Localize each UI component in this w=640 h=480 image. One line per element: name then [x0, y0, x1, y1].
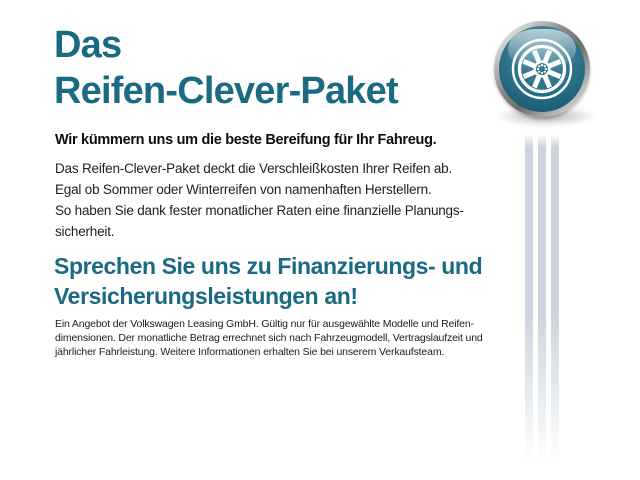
body-line: Egal ob Sommer oder Winterreifen von namenhaften Herstellern.	[55, 182, 432, 197]
cta-heading-line1: Sprechen Sie uns zu Finanzierungs- und	[54, 253, 483, 279]
decor-stripe	[525, 134, 533, 464]
decor-stripe	[551, 134, 559, 464]
wheel-button	[494, 21, 590, 117]
cta-heading	[54, 251, 482, 311]
disclaimer-line: jährlicher Fahrleistung. Weitere Informationen erhalten Sie bei unserem Verkaufsteam.	[55, 346, 445, 358]
page-title-line2: Reifen-Clever-Paket	[54, 70, 398, 112]
cta-heading-line2: Versicherungsleistungen an!	[54, 283, 358, 309]
disclaimer-text	[55, 317, 483, 359]
body-line: So haben Sie dank fester monatlicher Raten eine finanzielle Planungs-	[55, 203, 464, 218]
decor-stripe	[538, 134, 546, 464]
body-line: Das Reifen-Clever-Paket deckt die Verschleißkosten Ihrer Reifen ab.	[55, 161, 453, 176]
page-title	[54, 22, 398, 114]
page-title-line1: Das	[54, 24, 122, 66]
subtitle: Wir kümmern uns um die beste Bereifung für Ihr Fahreug.	[55, 132, 437, 148]
body-line: sicherheit.	[55, 224, 115, 239]
wheel-icon	[509, 36, 575, 102]
wheel-button-face	[499, 26, 585, 112]
disclaimer-line: dimensionen. Der monatliche Betrag errechnet sich nach Fahrzeugmodell, Vertragslaufzeit und	[55, 332, 483, 344]
body-paragraph	[55, 158, 464, 242]
disclaimer-line: Ein Angebot der Volkswagen Leasing GmbH. Gültig nur für ausgewählte Modelle und Reifen-	[55, 318, 474, 330]
